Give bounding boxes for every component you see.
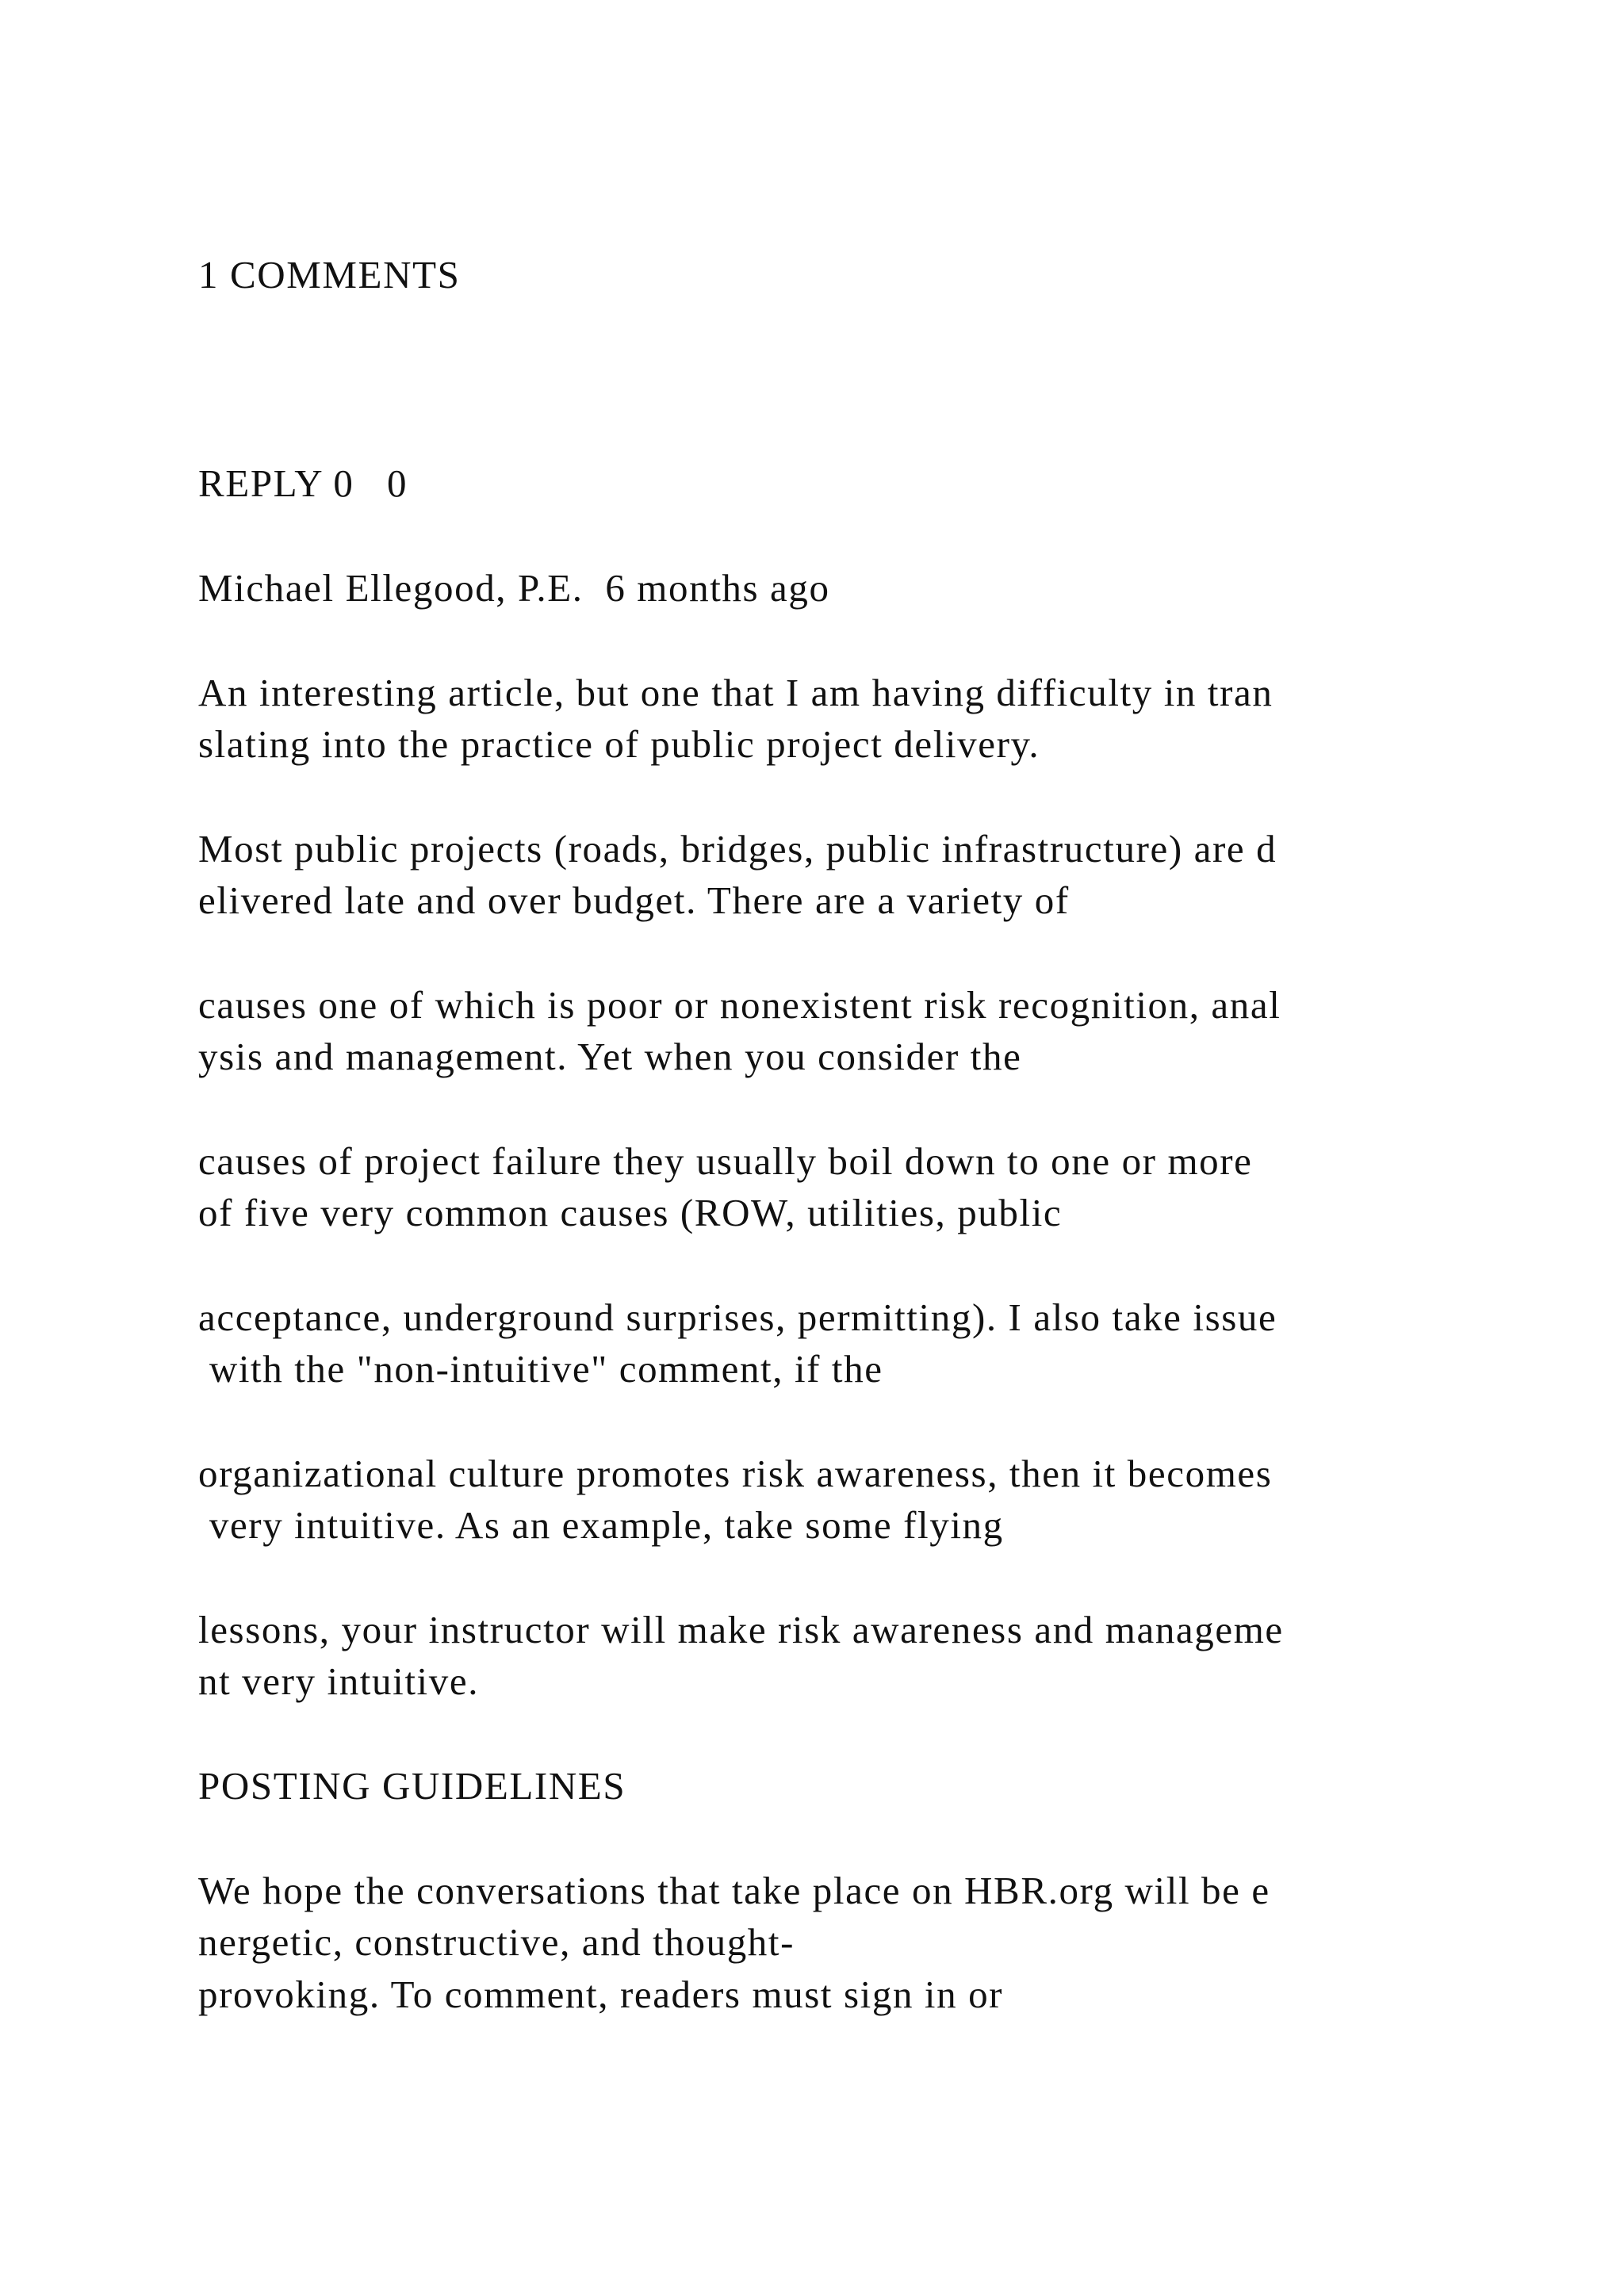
comment-body-line: Most public projects (roads, bridges, public infrastructure) are d [198, 827, 1277, 871]
comment-body-line: lessons, your instructor will make risk awareness and manageme [198, 1608, 1284, 1651]
comment-meta [198, 563, 830, 614]
guidelines-body-line: nergetic, constructive, and thought- [198, 1920, 795, 1964]
comment-body-line: ysis and management. Yet when you consider the [198, 1035, 1022, 1078]
comment-body-line: acceptance, underground surprises, permitting). I also take issue [198, 1295, 1277, 1339]
comment-body-line: causes of project failure they usually boil down to one or more [198, 1139, 1253, 1183]
comment-body-line: organizational culture promotes risk awareness, then it becomes [198, 1452, 1273, 1495]
upvote-count[interactable]: 0 [333, 461, 354, 505]
comment-body-line: of five very common causes (ROW, utilities, public [198, 1191, 1063, 1234]
comment-body-line: slating into the practice of public project delivery. [198, 722, 1040, 766]
reply-bar [198, 458, 408, 509]
comment-author[interactable]: Michael Ellegood, P.E. [198, 566, 584, 610]
comment-body-line: nt very intuitive. [198, 1659, 480, 1703]
reply-button[interactable]: REPLY [198, 461, 323, 505]
comment-body-line: causes one of which is poor or nonexistent risk recognition, anal [198, 983, 1281, 1027]
comment-body-line: An interesting article, but one that I am having difficulty in tran [198, 671, 1274, 714]
comments-count-heading: 1 COMMENTS [198, 253, 461, 297]
comment-body-line: elivered late and over budget. There are a variety of [198, 878, 1070, 922]
posting-guidelines-heading: POSTING GUIDELINES [198, 1764, 626, 1808]
comment-body-line: very intuitive. As an example, take some flying [198, 1503, 1004, 1547]
comment-body-line: with the "non-intuitive" comment, if the [198, 1347, 883, 1391]
downvote-count[interactable]: 0 [387, 461, 408, 505]
guidelines-body-line: We hope the conversations that take place on HBR.org will be e [198, 1869, 1270, 1912]
comment-timestamp: 6 months ago [605, 566, 830, 610]
guidelines-body-line: provoking. To comment, readers must sign in or [198, 1973, 1004, 2016]
